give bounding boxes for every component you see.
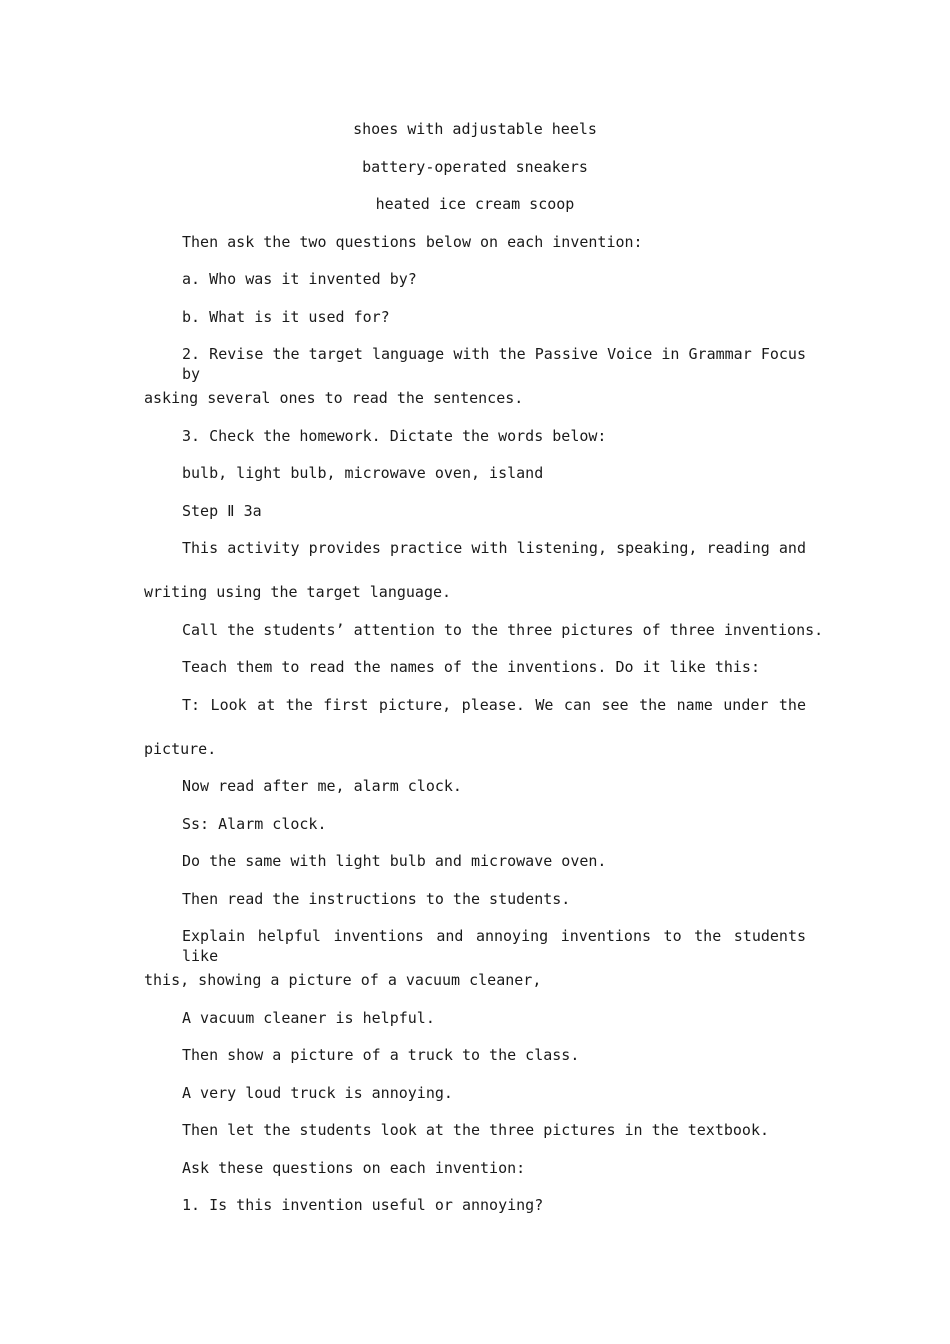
- dialogue-line: Ss: Alarm clock.: [182, 815, 327, 833]
- invention-item: shoes with adjustable heels: [353, 120, 597, 138]
- paragraph: Ask these questions on each invention:: [182, 1159, 526, 1177]
- paragraph: asking several ones to read the sentences.: [144, 389, 524, 407]
- example-sentence: A vacuum cleaner is helpful.: [182, 1009, 435, 1027]
- invention-item: battery-operated sneakers: [362, 158, 588, 176]
- paragraph: Then read the instructions to the students.: [182, 890, 571, 908]
- paragraph: Then ask the two questions below on each invention:: [182, 233, 643, 251]
- paragraph: Explain helpful inventions and annoying inventions to the students like: [182, 927, 806, 965]
- paragraph: Then let the students look at the three pictures in the textbook.: [182, 1121, 769, 1139]
- paragraph: This activity provides practice with listening, speaking, reading and: [182, 539, 806, 557]
- example-sentence: A very loud truck is annoying.: [182, 1084, 453, 1102]
- paragraph: Teach them to read the names of the inventions. Do it like this:: [182, 658, 760, 676]
- step-heading: Step Ⅱ 3a: [182, 502, 262, 520]
- dialogue-line: Now read after me, alarm clock.: [182, 777, 462, 795]
- paragraph: Do the same with light bulb and microwave oven.: [182, 852, 607, 870]
- paragraph: Then show a picture of a truck to the class.: [182, 1046, 580, 1064]
- paragraph: this, showing a picture of a vacuum cleaner,: [144, 971, 542, 989]
- question-1: 1. Is this invention useful or annoying?: [182, 1196, 544, 1214]
- invention-item: heated ice cream scoop: [375, 195, 575, 213]
- paragraph: 2. Revise the target language with the Passive Voice in Grammar Focus by: [182, 345, 806, 383]
- question-b: b. What is it used for?: [182, 308, 390, 326]
- question-a: a. Who was it invented by?: [182, 270, 417, 288]
- paragraph: writing using the target language.: [144, 583, 452, 601]
- paragraph: Call the students’ attention to the three pictures of three inventions.: [182, 621, 824, 639]
- paragraph: 3. Check the homework. Dictate the words below:: [182, 427, 607, 445]
- word-list: bulb, light bulb, microwave oven, island: [182, 464, 544, 482]
- dialogue-line: picture.: [144, 740, 217, 758]
- dialogue-line: T: Look at the first picture, please. We can see the name under the: [182, 696, 806, 714]
